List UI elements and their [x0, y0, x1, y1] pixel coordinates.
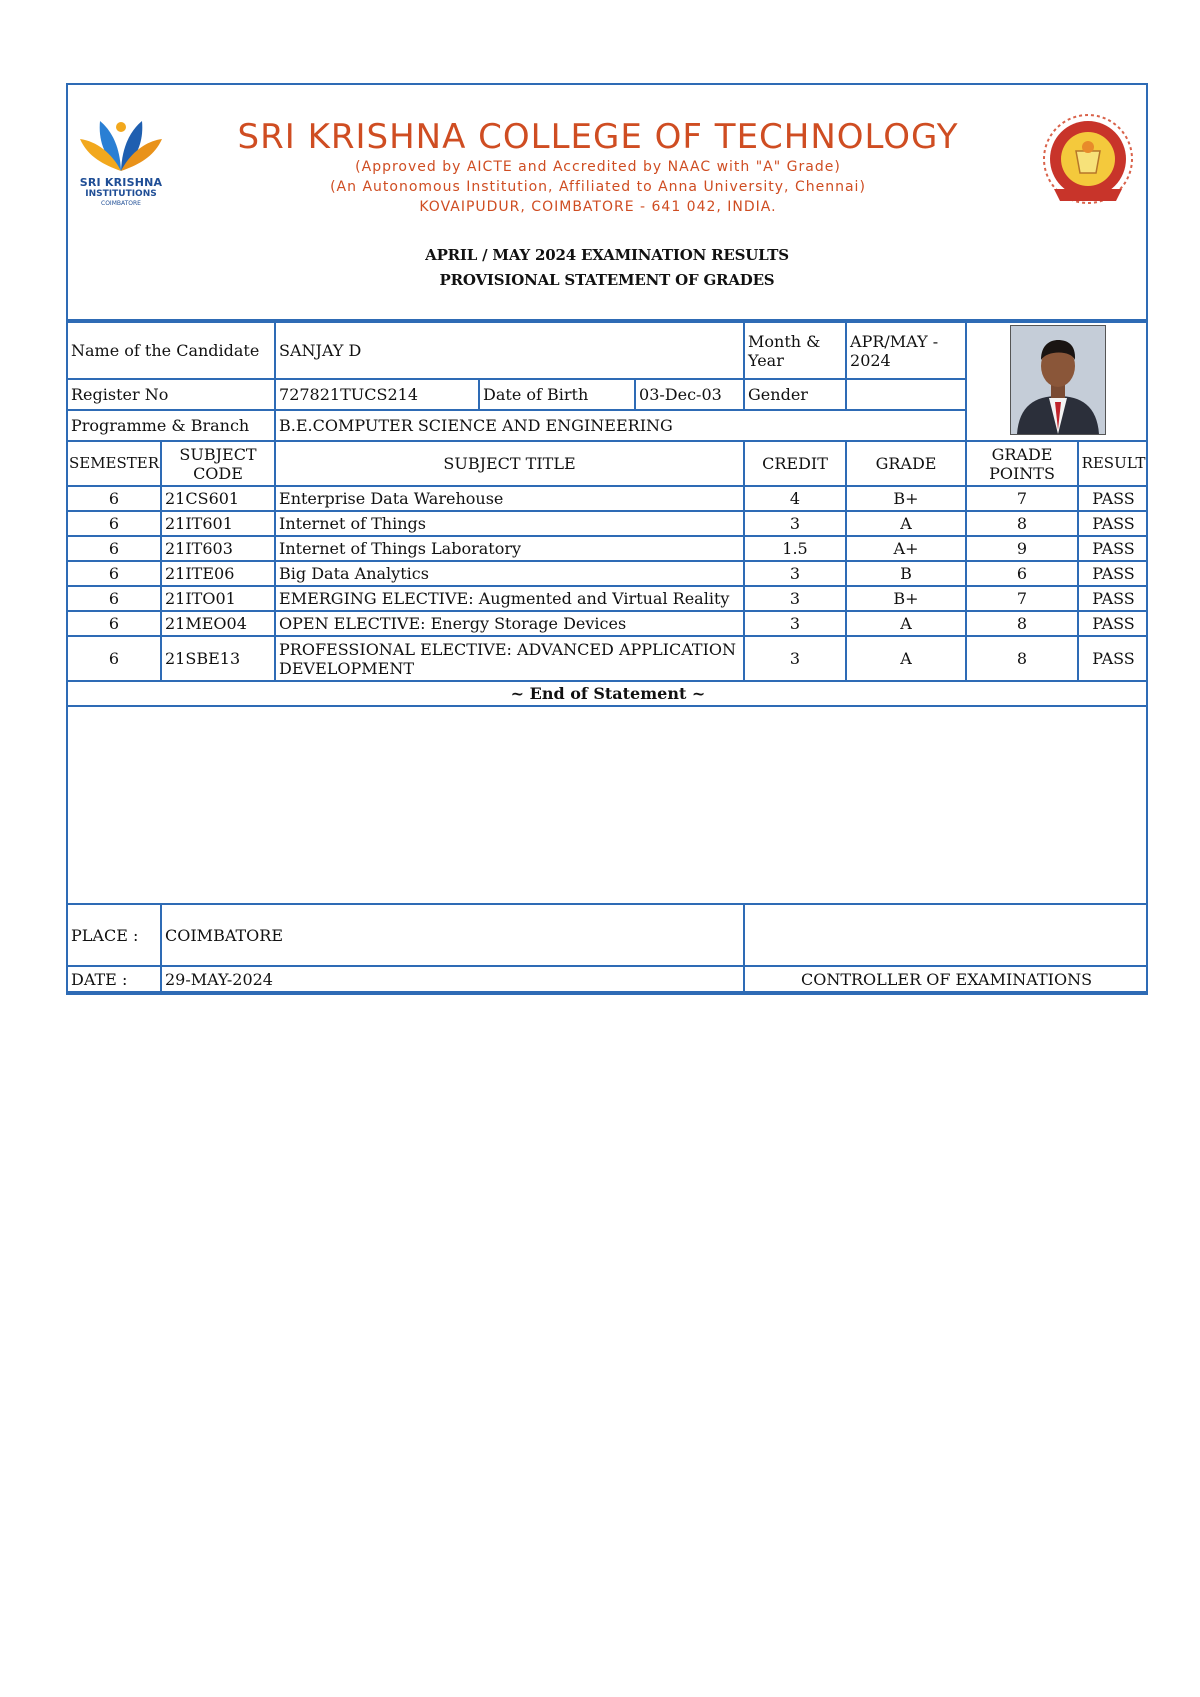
table-row	[68, 536, 1148, 561]
photo-cell	[966, 322, 1148, 441]
programme-value: B.E.COMPUTER SCIENCE AND ENGINEERING	[275, 410, 966, 441]
cell-credit: 3	[744, 636, 846, 681]
cell-code: 21IT603	[161, 536, 275, 561]
dob-label: Date of Birth	[480, 380, 636, 409]
cell-result: PASS	[1078, 536, 1148, 561]
cell-title: OPEN ELECTIVE: Energy Storage Devices	[275, 611, 744, 636]
col-semester: SEMESTER	[68, 441, 161, 486]
register-label: Register No	[68, 379, 275, 410]
cell-title: Big Data Analytics	[275, 561, 744, 586]
cell-points: 7	[966, 586, 1078, 611]
cell-semester: 6	[68, 586, 161, 611]
cell-credit: 1.5	[744, 536, 846, 561]
cell-grade: B+	[846, 586, 966, 611]
cell-result: PASS	[1078, 561, 1148, 586]
college-block	[188, 117, 1008, 217]
cell-title: PROFESSIONAL ELECTIVE: ADVANCED APPLICATION DEVELOPMENT	[275, 636, 744, 681]
cell-semester: 6	[68, 636, 161, 681]
col-result: RESULT	[1078, 441, 1148, 486]
institution-logo	[76, 113, 166, 213]
candidate-name: SANJAY D	[275, 322, 744, 379]
table-row	[68, 511, 1148, 536]
college-name: SRI KRISHNA COLLEGE OF TECHNOLOGY	[237, 117, 959, 157]
table-row	[68, 636, 1148, 681]
cell-result: PASS	[1078, 586, 1148, 611]
cell-grade: B+	[846, 486, 966, 511]
cell-credit: 3	[744, 561, 846, 586]
cell-credit: 4	[744, 486, 846, 511]
cell-credit: 3	[744, 511, 846, 536]
month-year-value: APR/MAY - 2024	[846, 322, 966, 379]
cell-title: EMERGING ELECTIVE: Augmented and Virtual Reality	[275, 586, 744, 611]
col-grade-points: GRADE POINTS	[966, 441, 1078, 486]
gender-value	[846, 379, 966, 410]
cell-code: 21IT601	[161, 511, 275, 536]
cell-result: PASS	[1078, 611, 1148, 636]
col-subject-code: SUBJECT CODE	[161, 441, 275, 486]
cell-semester: 6	[68, 511, 161, 536]
cell-code: 21ITO01	[161, 586, 275, 611]
cell-title: Internet of Things Laboratory	[275, 536, 744, 561]
cell-title: Enterprise Data Warehouse	[275, 486, 744, 511]
table-row	[68, 611, 1148, 636]
cell-points: 8	[966, 636, 1078, 681]
grade-statement	[66, 83, 1148, 995]
cell-result: PASS	[1078, 486, 1148, 511]
cell-credit: 3	[744, 586, 846, 611]
address-line: KOVAIPUDUR, COIMBATORE - 641 042, INDIA.	[419, 199, 777, 215]
grade-header-row	[68, 441, 1148, 486]
cell-grade: B	[846, 561, 966, 586]
cell-points: 8	[966, 511, 1078, 536]
name-label: Name of the Candidate	[68, 322, 275, 379]
college-seal-icon	[1038, 111, 1138, 211]
exam-title: APRIL / MAY 2024 EXAMINATION RESULTS	[425, 246, 789, 264]
cell-semester: 6	[68, 611, 161, 636]
cell-result: PASS	[1078, 511, 1148, 536]
date-value: 29-MAY-2024	[161, 966, 744, 992]
cell-grade: A	[846, 636, 966, 681]
col-credit: CREDIT	[744, 441, 846, 486]
cell-code: 21MEO04	[161, 611, 275, 636]
cell-points: 6	[966, 561, 1078, 586]
signatory-title: CONTROLLER OF EXAMINATIONS	[744, 966, 1148, 992]
table-row	[68, 586, 1148, 611]
cell-grade: A	[846, 511, 966, 536]
table-row	[68, 561, 1148, 586]
cell-code: 21CS601	[161, 486, 275, 511]
cell-points: 7	[966, 486, 1078, 511]
date-label: DATE :	[68, 966, 161, 992]
signature-space	[744, 904, 1148, 966]
cell-result: PASS	[1078, 636, 1148, 681]
table-row	[68, 486, 1148, 511]
candidate-grade-table	[68, 321, 1148, 993]
col-subject-title: SUBJECT TITLE	[275, 441, 744, 486]
month-year-label: Month & Year	[744, 322, 846, 379]
candidate-photo	[1010, 325, 1106, 435]
cell-grade: A+	[846, 536, 966, 561]
cell-grade: A	[846, 611, 966, 636]
cell-title: Internet of Things	[275, 511, 744, 536]
approval-line: (Approved by AICTE and Accredited by NAAC with "A" Grade)	[355, 159, 841, 175]
programme-label: Programme & Branch	[68, 410, 275, 441]
statement-title: PROVISIONAL STATEMENT OF GRADES	[439, 271, 775, 289]
document-header	[68, 85, 1146, 321]
dob-value: 03-Dec-03	[639, 385, 722, 404]
gender-label: Gender	[744, 379, 846, 410]
place-value: COIMBATORE	[161, 904, 744, 966]
register-number: 727821TUCS214	[275, 379, 479, 410]
logo-text-line1: SRI KRISHNA	[79, 176, 163, 189]
cell-semester: 6	[68, 486, 161, 511]
cell-points: 9	[966, 536, 1078, 561]
cell-code: 21SBE13	[161, 636, 275, 681]
end-of-statement: ~ End of Statement ~	[68, 681, 1148, 706]
cell-semester: 6	[68, 561, 161, 586]
document-titles	[68, 243, 1146, 293]
lotus-icon	[76, 113, 166, 177]
cell-code: 21ITE06	[161, 561, 275, 586]
autonomy-line: (An Autonomous Institution, Affiliated to Anna University, Chennai)	[330, 179, 866, 195]
logo-text-line3: COIMBATORE	[101, 200, 141, 207]
logo-text-line2: INSTITUTIONS	[85, 189, 157, 199]
cell-points: 8	[966, 611, 1078, 636]
cell-credit: 3	[744, 611, 846, 636]
blank-area	[68, 706, 1148, 904]
cell-semester: 6	[68, 536, 161, 561]
place-label: PLACE :	[68, 904, 161, 966]
col-grade: GRADE	[846, 441, 966, 486]
